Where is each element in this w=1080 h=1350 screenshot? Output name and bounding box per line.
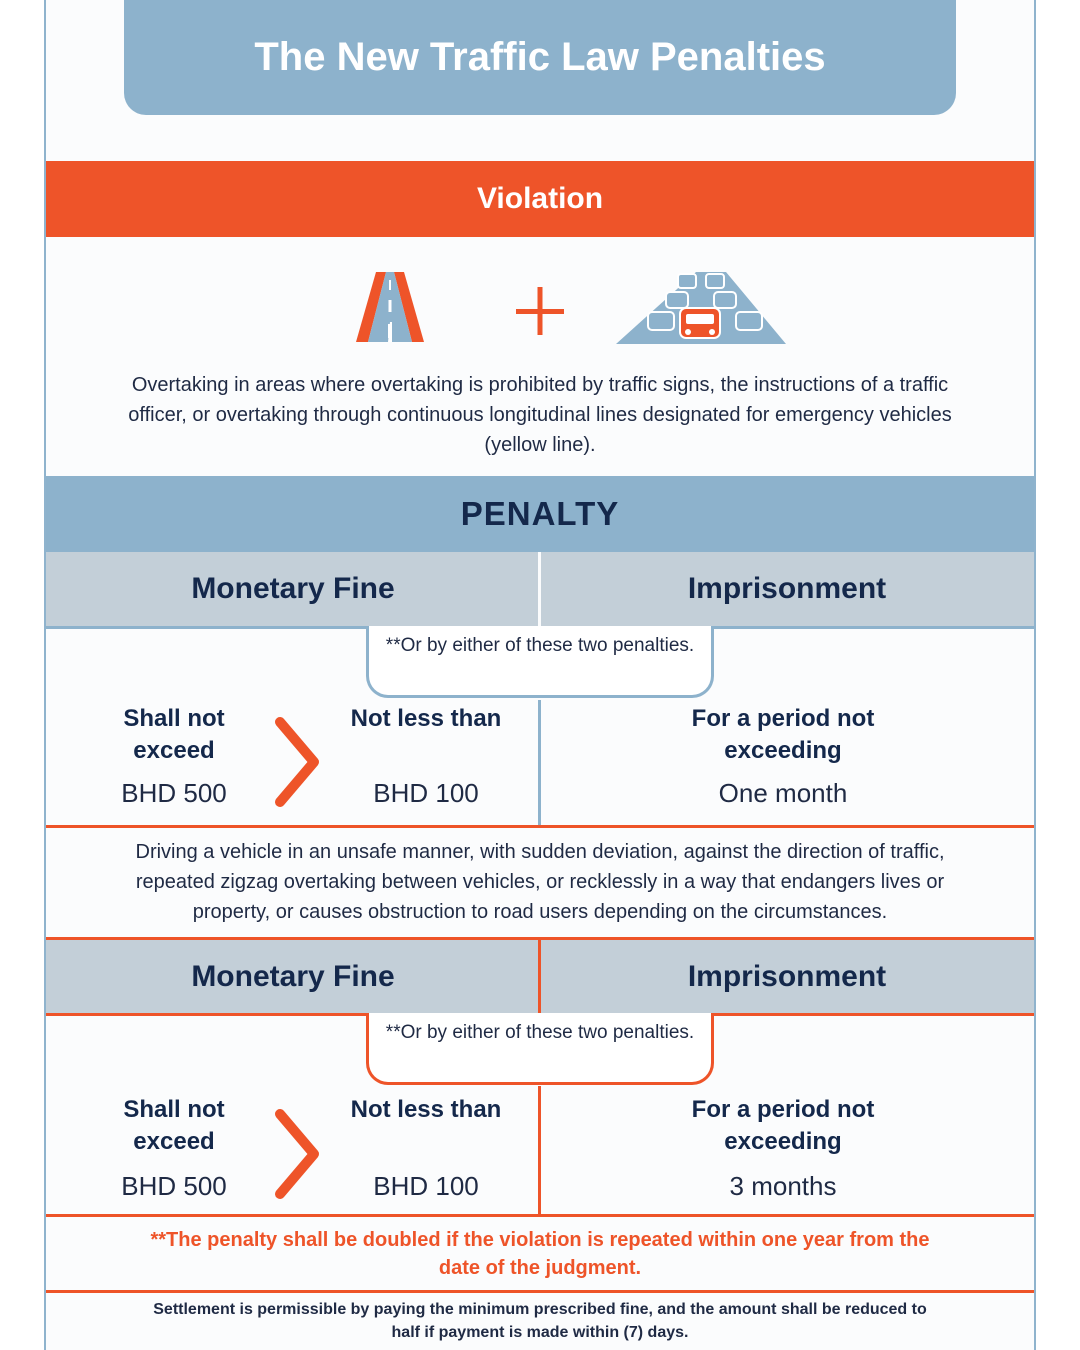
min-fine-label: Not less than bbox=[350, 1096, 502, 1123]
either-penalty-note: **Or by either of these two penalties. bbox=[366, 1013, 714, 1085]
min-fine-value: BHD 100 bbox=[373, 778, 479, 808]
monetary-fine-header: Monetary Fine bbox=[191, 960, 395, 993]
monetary-fine-header: Monetary Fine bbox=[191, 572, 395, 605]
divider bbox=[46, 1214, 1034, 1217]
max-fine-value: BHD 500 bbox=[121, 1171, 227, 1201]
column-divider bbox=[538, 1086, 541, 1216]
imprisonment-period-label: For a period not exceeding bbox=[691, 705, 875, 764]
chevron-right-icon bbox=[272, 1108, 324, 1200]
max-fine-label: Shall not exceed bbox=[123, 705, 225, 764]
traffic-jam-icon bbox=[616, 272, 786, 344]
column-divider bbox=[538, 552, 541, 626]
imprisonment-period-label: For a period not exceeding bbox=[691, 1096, 875, 1155]
max-fine-value: BHD 500 bbox=[121, 778, 227, 808]
min-fine-label: Not less than bbox=[350, 705, 502, 732]
road-icon bbox=[356, 272, 424, 342]
column-divider bbox=[538, 940, 541, 1014]
violation-description: Overtaking in areas where overtaking is prohibited by traffic signs, the instructions of a traffic officer, or overtaking through continuous longitudinal lines designated for emergency vehicles (yellow line). bbox=[128, 374, 952, 456]
min-fine-value: BHD 100 bbox=[373, 1171, 479, 1201]
violation-header: Violation bbox=[46, 161, 1034, 237]
plus-icon bbox=[516, 287, 564, 335]
settlement-note: Settlement is permissible by paying the minimum prescribed fine, and the amount shall be reduced to half if payment is made within (7) days. bbox=[153, 1301, 927, 1341]
violation-icons bbox=[46, 262, 1034, 352]
divider bbox=[46, 1290, 1034, 1293]
second-violation-description: Driving a vehicle in an unsafe manner, with sudden deviation, against the direction of traffic, repeated zigzag overtaking between vehicles, or recklessly in a way that endangers lives or property, or causes obstruction to road users depending on the circumstances. bbox=[135, 841, 945, 923]
page-title: The New Traffic Law Penalties bbox=[124, 0, 956, 115]
column-divider bbox=[538, 700, 541, 826]
imprisonment-header: Imprisonment bbox=[687, 960, 887, 993]
penalty-header: PENALTY bbox=[46, 476, 1034, 552]
divider bbox=[46, 825, 1034, 828]
either-penalty-note: **Or by either of these two penalties. bbox=[366, 626, 714, 698]
imprisonment-period-value: 3 months bbox=[729, 1171, 837, 1201]
repeat-penalty-note: **The penalty shall be doubled if the violation is repeated within one year from the date of the judgment. bbox=[150, 1229, 930, 1279]
max-fine-label: Shall not exceed bbox=[123, 1096, 225, 1155]
imprisonment-period-value: One month bbox=[718, 778, 848, 808]
imprisonment-header: Imprisonment bbox=[687, 572, 887, 605]
chevron-right-icon bbox=[272, 716, 324, 808]
